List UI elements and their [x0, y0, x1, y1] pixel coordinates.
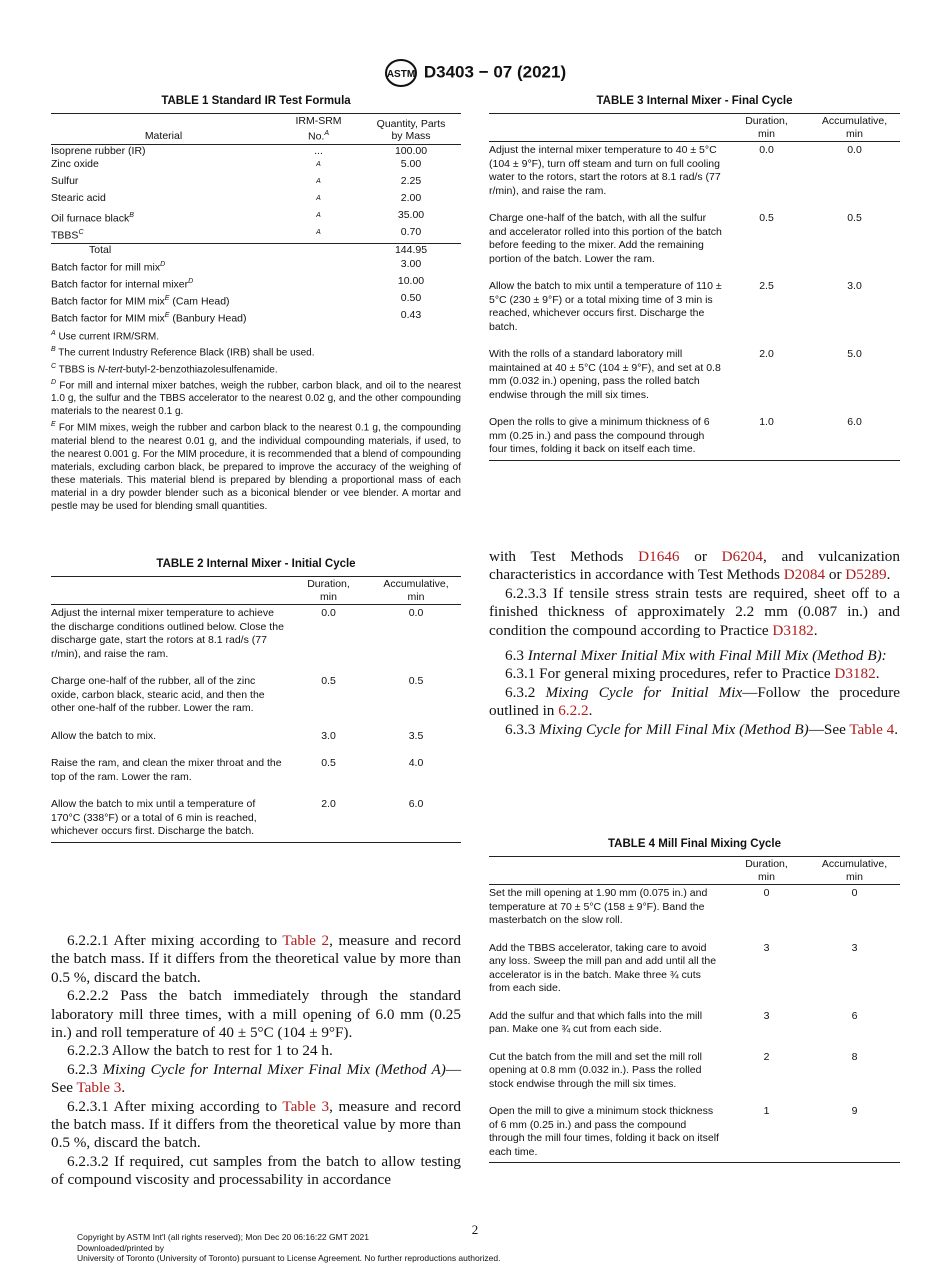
table1-quantity: 144.95 [394, 244, 428, 256]
table4-accumulative: 3 [851, 941, 858, 954]
table1-material: $TBBS^C$ [51, 229, 84, 242]
table4-caption: TABLE 4 Mill Final Mixing Cycle [608, 838, 781, 850]
table3-row [489, 142, 900, 213]
table3 [489, 113, 900, 461]
table1-quantity: 2.25 [400, 175, 422, 187]
table2-duration: 2.0 [321, 798, 336, 810]
astm-logo-icon [384, 58, 418, 88]
table4-row [489, 1051, 900, 1106]
table1-material: Batch factor for MIM mix$^E$ (Banbury Head) [51, 311, 247, 324]
table3-accumulative: 6.0 [847, 416, 862, 428]
table1-irm [276, 244, 361, 258]
table3-step-text: Open the rolls to give a minimum thickness of 6 mm (0.25 in.) and pass the compound through four times, folding it back on itself each time. [489, 416, 710, 455]
link-d6204[interactable]: D6204 [721, 548, 763, 565]
table1-row [51, 209, 461, 226]
table1-row [51, 158, 461, 175]
table4-row [489, 885, 900, 942]
table1-irm [276, 309, 361, 326]
paragraph-6-2-2-3: 6.2.2.3 Allow the batch to rest for 1 to 24 h. [67, 1042, 333, 1060]
copyright-footer: Copyright by ASTM Int'l (all rights reserved); Mon Dec 20 06:16:22 GMT 2021 Downloaded/printed by University of Toronto (University of Toronto) pursuant to License Agreement. No further reproductions authorized. [77, 1232, 501, 1263]
table2-accumulative: 0.0 [408, 607, 424, 619]
table2-step-text: Raise the ram, and clean the mixer throat and the top of the ram. Lower the ram. [51, 757, 282, 783]
table1-row [51, 275, 461, 292]
table1-material: Zinc oxide [51, 158, 99, 170]
table1-header-quantity: Quantity, Parts by Mass [376, 117, 446, 142]
table3-header-accumulative: Accumulative, min [821, 115, 888, 140]
table1-row [51, 192, 461, 209]
footnote-e: $^E$ For MIM mixes, weigh the rubber and carbon black to the nearest 0.1 g, the compounding material blend to the nearest 0.01 g, and the individual compounding materials, if used, to the nearest 0.001 g. For the MIM procedure, it is recommended that a blend of compounding materials, excluding carbon black, be prepared to improve the accuracy of the weighing of these materials. This material blend is prepared by blending a proportional mass of each material in a dry powder blender such as a biconical blender or vee blender. A mortar and pestle may be used for blending small quantities. [51, 421, 461, 512]
link-table-3[interactable]: Table 3 [76, 1079, 122, 1097]
footnote-d: $^D$ For mill and internal mixer batches, weigh the rubber, carbon black, and oil to the nearest 1.0 g, the sulfur and the TBBS accelerator to the nearest 0.02 g, and the other compounding materials to the nearest 0.1 g. [51, 378, 461, 418]
table1-quantity: 0.70 [400, 226, 422, 238]
table1-material: Total [89, 244, 112, 256]
link-d3182-b[interactable]: D3182 [834, 665, 876, 683]
table3-row [489, 348, 900, 416]
table2-header-accumulative: Accumulative, min [383, 578, 449, 603]
paragraph-6-3-2: 6.3.2 Mixing Cycle for Initial Mix—Follow the procedure outlined in 6.2.2. [489, 683, 901, 720]
table1-irm: A [316, 178, 321, 185]
table1-footnotes [51, 327, 461, 513]
table1-row [51, 292, 461, 309]
table4 [489, 856, 900, 1163]
table1-irm [276, 258, 361, 275]
table2-row [51, 757, 461, 798]
footnote-b: $^B$ The current Industry Reference Black (IRB) shall be used. [51, 346, 315, 359]
link-d3182[interactable]: D3182 [772, 621, 814, 639]
table4-step-text: Add the sulfur and that which falls into the mill pan. Make one ¾ cut from each side. [489, 1009, 703, 1035]
link-d1646[interactable]: D1646 [638, 548, 680, 565]
table1-quantity: 3.00 [400, 257, 422, 270]
table1-irm [276, 275, 361, 292]
table3-duration: 2.0 [759, 348, 774, 360]
paragraph-6-2-3-2: 6.2.3.2 If required, cut samples from the batch to allow testing of compound viscosity and processability in accordance [51, 1152, 461, 1189]
table4-row [489, 942, 900, 1010]
paragraph-6-2-2-2: 6.2.2.2 Pass the batch immediately through the standard laboratory mill three times, with a mill opening of 6.0 mm (0.25 in.) and roll temperature of 40 ± 5°C (104 ± 9°F). [51, 987, 461, 1042]
table3-accumulative: 3.0 [847, 280, 862, 292]
table1-row [51, 175, 461, 192]
table3-header-duration: Duration, min [745, 115, 788, 140]
link-table-4[interactable]: Table 4 [849, 720, 895, 738]
table3-duration: 1.0 [759, 416, 774, 428]
table1-material: Batch factor for mill mix$^D$ [51, 260, 166, 273]
table2-duration: 0.5 [321, 757, 336, 769]
table3-duration: 0.5 [759, 212, 774, 224]
table2-row [51, 798, 461, 842]
table4-duration: 3 [763, 1009, 770, 1022]
table1-quantity: 0.50 [400, 291, 422, 304]
table3-caption: TABLE 3 Internal Mixer - Final Cycle [596, 95, 793, 107]
table1-header-irm: IRM-SRM No.$^A$ [295, 115, 342, 142]
table4-header-accumulative: Accumulative, min [821, 858, 888, 883]
table1-irm [276, 292, 361, 309]
link-d5289[interactable]: D5289 [845, 566, 887, 584]
right-column-text [489, 548, 900, 739]
link-table-3-b[interactable]: Table 3 [282, 1097, 330, 1115]
table4-accumulative: 9 [851, 1105, 858, 1117]
table2-duration: 0.0 [321, 607, 336, 619]
table1-material: Sulfur [51, 175, 79, 187]
table4-accumulative: 6 [851, 1009, 858, 1022]
table4-duration: 3 [763, 941, 770, 954]
table3-row [489, 280, 900, 348]
table2-duration: 3.0 [321, 729, 336, 742]
table1-row [51, 144, 461, 158]
link-6-2-2[interactable]: 6.2.2 [558, 702, 589, 720]
paragraph-6-3-1: 6.3.1 For general mixing procedures, refer to Practice D3182. [505, 665, 880, 683]
left-column-text [51, 932, 461, 1190]
table4-step-text: Set the mill opening at 1.90 mm (0.075 in.) and temperature at 70 ± 5°C (158 ± 9°F). Band the masterbatch on the slow roll. [489, 887, 708, 926]
table2-step-text: Adjust the internal mixer temperature to achieve the discharge conditions outlined below. Close the discharge gate, start the rotors at 8.1 rad/s (77 r/min), and raise the ram. [51, 607, 284, 660]
table1-row [51, 226, 461, 244]
table3-row [489, 212, 900, 280]
table3-accumulative: 0.5 [847, 212, 862, 224]
table2-accumulative: 3.5 [408, 729, 424, 742]
table2-row [51, 675, 461, 730]
table1-row [51, 258, 461, 275]
table3-step-text: Allow the batch to mix until a temperature of 110 ± 5°C (230 ± 9°F) or a total mixing time of 3 min is reached, whichever occurs first. Discharge the batch. [489, 280, 722, 333]
table3-step-text: Adjust the internal mixer temperature to 40 ± 5°C (104 ± 9°F), turn off steam and turn on full cooling water to the rotors, start the rotors at 8.1 rad/s (77 r/min), and raise the ram. [489, 144, 721, 197]
link-table-2[interactable]: Table 2 [282, 932, 330, 949]
paragraph-6-2-2-1: 6.2.2.1 After mixing according to Table 2, measure and record the batch mass. If it differs from the theoretical value by more than 0.5 %, discard the batch. [51, 932, 462, 986]
table4-step-text: Open the mill to give a minimum stock thickness of 6 mm (0.25 in.) and pass the compound through the mill four times, folding it back on itself each time. [489, 1105, 719, 1158]
document-designation: D3403 − 07 (2021) [423, 62, 567, 82]
table1 [51, 113, 461, 326]
table1-quantity: 100.00 [394, 144, 428, 157]
table4-row [489, 1105, 900, 1163]
footnote-a: $^A$ Use current IRM/SRM. [51, 330, 160, 343]
table1-quantity: 0.43 [400, 308, 422, 321]
table3-accumulative: 0.0 [847, 144, 862, 156]
table2-accumulative: 6.0 [408, 798, 424, 810]
table1-row [51, 244, 461, 258]
paragraph-6-2-3-1: 6.2.3.1 After mixing according to Table 3, measure and record the batch mass. If it differs from the theoretical value by more than 0.5 %, discard the batch. [51, 1097, 462, 1152]
table1-irm: A [316, 161, 321, 168]
table1-irm: A [316, 212, 321, 219]
table2-accumulative: 4.0 [408, 757, 424, 769]
astm-logo-text: ASTM [386, 69, 416, 80]
table4-row [489, 1010, 900, 1051]
table2-step-text: Allow the batch to mix until a temperature of 170°C (338°F) or a total of 6 min is reached, whichever occurs first. Discharge the batch. [51, 798, 257, 837]
table3-duration: 2.5 [759, 280, 774, 292]
table1-irm: A [316, 195, 321, 202]
table4-accumulative: 0 [851, 887, 858, 899]
table2-row [51, 605, 461, 676]
table3-duration: 0.0 [759, 144, 774, 156]
table2-accumulative: 0.5 [408, 675, 424, 687]
footnote-c: $^C$ TBBS is N-tert-butyl-2-benzothiazolesulfenamide. [51, 362, 278, 375]
paragraph-6-2-3-3: 6.2.3.3 If tensile stress strain tests are required, sheet off to a finished thickness of approximately 2.2 mm (0.087 in.) and condition the compound according to Practice D3182. [489, 584, 900, 639]
paragraph-6-2-3: 6.2.3 Mixing Cycle for Internal Mixer Final Mix (Method A)—See Table 3. [51, 1060, 461, 1097]
page-number: 2 [471, 1222, 479, 1237]
table2-step-text: Charge one-half of the rubber, all of the zinc oxide, carbon black, stearic acid, and then the other one-half of the rubber. Lower the ram. [51, 675, 265, 714]
document-header [0, 58, 950, 88]
table1-caption: TABLE 1 Standard IR Test Formula [161, 95, 351, 107]
table4-header-duration: Duration, min [745, 858, 788, 883]
table4-duration: 0 [763, 887, 770, 899]
table1-material: Oil furnace black$^B$ [51, 212, 134, 225]
link-d2084[interactable]: D2084 [783, 566, 826, 584]
table1-material: Isoprene rubber (IR) [51, 144, 146, 157]
table2 [51, 576, 461, 843]
table1-quantity: 35.00 [397, 209, 425, 221]
paragraph-6-2-3-2-cont: with Test Methods D1646 or D6204, and vulcanization characteristics in accordance with Test Methods D2084 or D5289. [489, 548, 900, 584]
table1-row [51, 309, 461, 326]
table2-header-duration: Duration, min [307, 578, 350, 603]
table2-caption: TABLE 2 Internal Mixer - Initial Cycle [156, 558, 356, 570]
table3-row [489, 416, 900, 460]
table3-step-text: With the rolls of a standard laboratory mill maintained at 40 ± 5°C (104 ± 9°F), and set at 0.8 mm (0.032 in.) opening, pass the rolled batch endwise through the mill six times. [489, 348, 721, 401]
table1-irm: ... [314, 144, 323, 157]
table2-duration: 0.5 [321, 675, 336, 687]
table2-row [51, 730, 461, 758]
table1-material: Batch factor for MIM mix$^E$ (Cam Head) [51, 294, 230, 307]
table1-material: Stearic acid [51, 192, 106, 204]
table4-step-text: Cut the batch from the mill and set the mill roll opening at 0.8 mm (0.032 in.). Pass the rolled stock endwise through the mill six times. [489, 1050, 703, 1090]
table1-quantity: 10.00 [397, 274, 425, 287]
table4-step-text: Add the TBBS accelerator, taking care to avoid any loss. Sweep the mill pan and add until all the accelerator is in the batch. Make three ¾ cuts from each side. [489, 941, 717, 994]
table4-duration: 2 [763, 1050, 770, 1063]
table1-quantity: 2.00 [400, 192, 422, 204]
paragraph-6-3: 6.3 Internal Mixer Initial Mix with Final Mill Mix (Method B): [505, 647, 887, 665]
table2-step-text: Allow the batch to mix. [51, 729, 157, 742]
table1-header-material: Material [144, 130, 183, 142]
table4-duration: 1 [763, 1105, 770, 1117]
table3-step-text: Charge one-half of the batch, with all the sulfur and accelerator rolled into this portion of the batch before feeding to the mixer. Add the remaining portion of the batch. Lower the ram. [489, 212, 722, 265]
table1-irm: A [316, 229, 321, 236]
table1-material: Batch factor for internal mixer$^D$ [51, 277, 194, 290]
table4-accumulative: 8 [851, 1050, 858, 1063]
paragraph-6-3-3: 6.3.3 Mixing Cycle for Mill Final Mix (Method B)—See Table 4. [505, 720, 899, 738]
table1-quantity: 5.00 [400, 158, 422, 170]
table3-accumulative: 5.0 [847, 348, 862, 360]
